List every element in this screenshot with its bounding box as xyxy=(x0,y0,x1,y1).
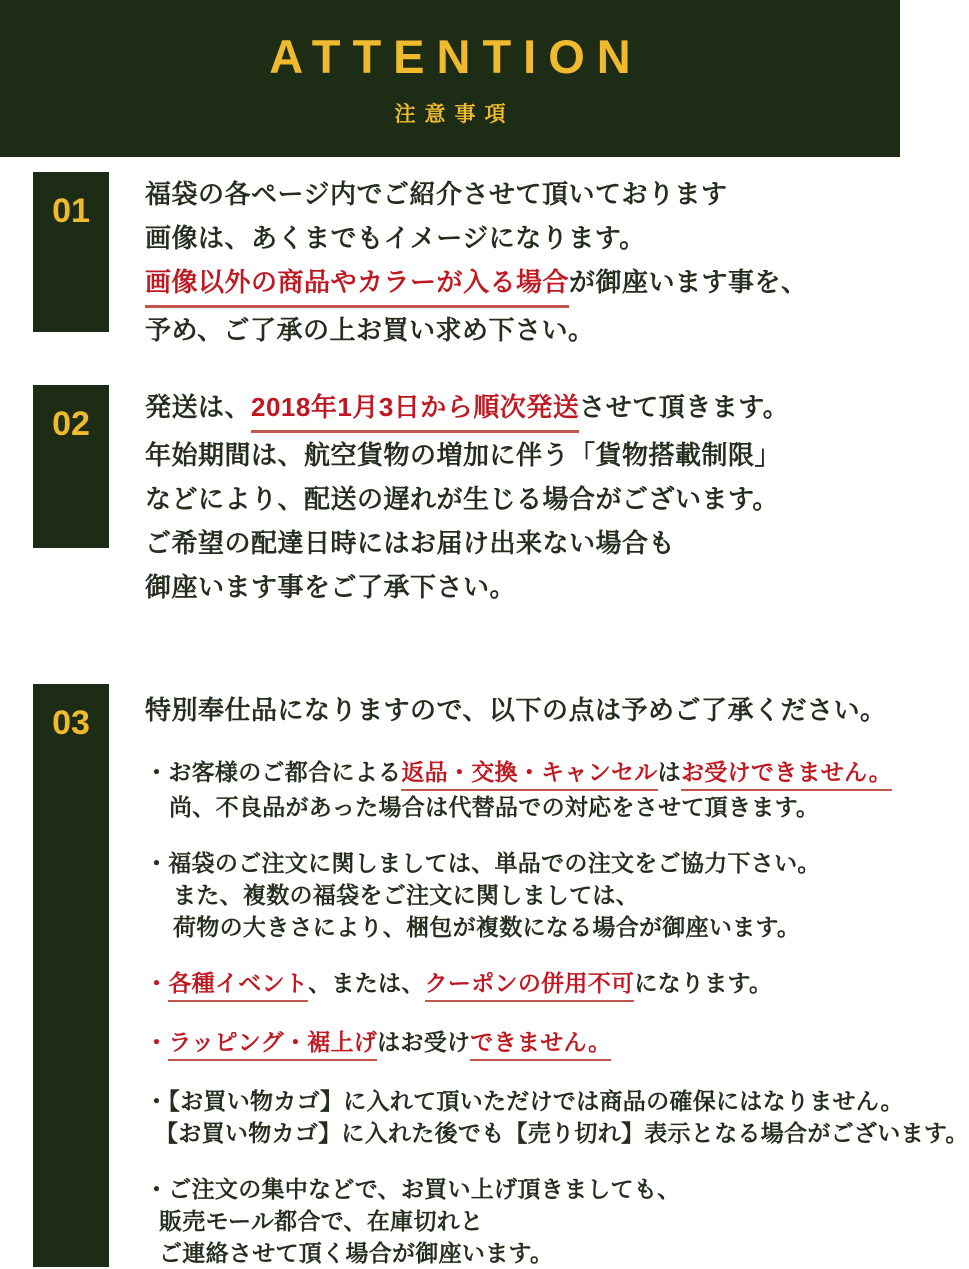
warning-text-segment: 画像以外の商品やカラーが入る場合 xyxy=(145,260,569,308)
text-line xyxy=(145,791,969,823)
text-line xyxy=(145,1026,969,1061)
text-segment: 福袋の各ページ内でご紹介させて頂いております xyxy=(145,179,728,209)
text-line xyxy=(145,1085,969,1117)
warning-text-segment: 返品・交換・キャンセル xyxy=(401,756,657,791)
text-paragraph xyxy=(145,172,808,352)
text-line xyxy=(145,477,789,521)
section-number-badge xyxy=(33,385,109,548)
text-segment: はお受け xyxy=(377,1029,471,1055)
text-paragraph xyxy=(145,385,789,609)
text-paragraph xyxy=(145,1173,969,1269)
attention-subtitle-japanese: 注意事項 xyxy=(394,102,515,126)
text-line xyxy=(145,879,969,911)
text-segment: 特別奉仕品になりますので、以下の点は予めご了承ください。 xyxy=(145,695,887,725)
text-segment: などにより、配送の遅れが生じる場合がございます。 xyxy=(145,484,779,514)
text-segment: ・お客様のご都合による xyxy=(145,759,402,785)
attention-header-banner xyxy=(0,0,900,157)
notice-section xyxy=(33,684,969,1269)
section-content xyxy=(145,684,969,1269)
text-segment: 【お買い物カゴ】に入れた後でも【売り切れ】表示となる場合がございます。 xyxy=(155,1120,969,1146)
section-number-badge xyxy=(33,684,109,1267)
text-segment: また、複数の福袋をご注文に関しましては、 xyxy=(173,882,639,908)
text-segment: 荷物の大きさにより、梱包が複数になる場合が御座います。 xyxy=(173,914,801,940)
notice-section xyxy=(33,385,880,609)
text-segment: 画像は、あくまでもイメージになります。 xyxy=(145,223,646,253)
text-segment: ご希望の配達日時にはお届け出来ない場合も xyxy=(145,528,676,558)
section-number-badge xyxy=(33,172,109,332)
text-line xyxy=(145,1205,969,1237)
sections xyxy=(0,172,969,1269)
text-line xyxy=(145,1117,969,1149)
text-line xyxy=(145,308,808,352)
text-line xyxy=(145,260,808,308)
text-segment: 尚、不良品があった場合は代替品での対応をさせて頂きます。 xyxy=(169,794,820,820)
text-line xyxy=(145,216,808,260)
text-line xyxy=(145,385,789,433)
text-segment: が御座います事を、 xyxy=(569,267,808,297)
text-paragraph xyxy=(145,688,969,732)
text-segment: は xyxy=(657,759,681,785)
warning-text-segment: ・ xyxy=(145,970,169,996)
text-segment: ご連絡させて頂く場合が御座います。 xyxy=(159,1240,554,1266)
section-number: 01 xyxy=(52,192,90,230)
text-line xyxy=(145,1237,969,1269)
text-segment: ・福袋のご注文に関しましては、単品での注文をご協力下さい。 xyxy=(145,850,821,876)
warning-text-segment: お受けできません。 xyxy=(681,756,892,791)
text-paragraph xyxy=(145,1026,969,1061)
section-content xyxy=(145,172,808,352)
text-line xyxy=(145,433,789,477)
warning-text-segment: 各種イベント xyxy=(168,967,308,1002)
text-segment: 予め、ご了承の上お買い求め下さい。 xyxy=(145,315,595,345)
text-line xyxy=(145,565,789,609)
text-line xyxy=(145,1173,969,1205)
notice-section xyxy=(33,172,880,352)
text-paragraph xyxy=(145,1085,969,1149)
text-segment: になります。 xyxy=(634,970,773,996)
text-paragraph xyxy=(145,967,969,1002)
text-line xyxy=(145,521,789,565)
text-paragraph xyxy=(145,756,969,823)
warning-text-segment: クーポンの併用不可 xyxy=(425,967,635,1002)
text-segment: 御座います事をご了承下さい。 xyxy=(145,572,517,602)
section-content xyxy=(145,385,789,609)
text-segment: 販売モール都合で、在庫切れと xyxy=(159,1208,484,1234)
text-line xyxy=(145,172,808,216)
text-segment: 発送は、 xyxy=(145,392,252,422)
text-segment: 年始期間は、航空貨物の増加に伴う「貨物搭載制限」 xyxy=(145,440,782,470)
warning-text-segment: ・ xyxy=(145,1029,169,1055)
text-segment: させて頂きます。 xyxy=(579,392,790,422)
text-segment: 、または、 xyxy=(308,970,425,996)
text-line xyxy=(145,756,969,791)
text-line xyxy=(145,847,969,879)
text-line xyxy=(145,911,969,943)
text-line xyxy=(145,688,969,732)
warning-text-segment: ラッピング・裾上げ xyxy=(168,1026,377,1061)
text-line xyxy=(145,967,969,1002)
attention-title: ATTENTION xyxy=(269,29,643,83)
warning-text-segment: できません。 xyxy=(470,1026,611,1061)
section-number: 02 xyxy=(52,405,90,443)
section-number: 03 xyxy=(52,704,90,742)
text-segment: ・【お買い物カゴ】に入れて頂いただけでは商品の確保にはなりません。 xyxy=(145,1088,904,1114)
text-segment: ・ご注文の集中などで、お買い上げ頂きましても、 xyxy=(145,1176,681,1202)
text-paragraph xyxy=(145,847,969,943)
warning-text-segment: 2018年1月3日から順次発送 xyxy=(251,385,579,433)
